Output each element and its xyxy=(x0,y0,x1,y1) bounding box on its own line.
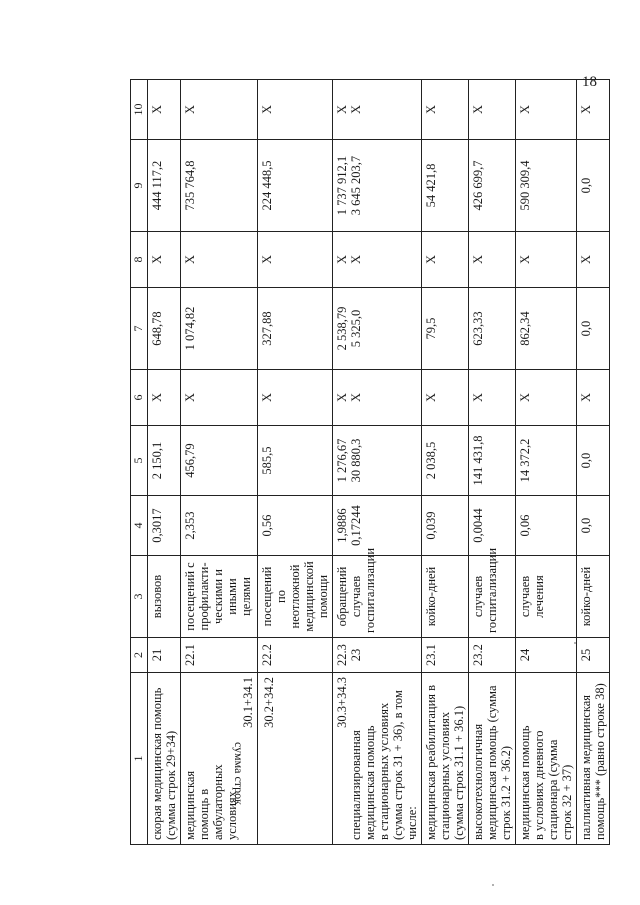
cell-line: 1 737 912,1 xyxy=(335,155,349,216)
cell-c3 xyxy=(422,556,469,638)
cell-c10 xyxy=(333,80,422,140)
cell-line: 585,5 xyxy=(260,446,274,475)
cell-line: 0,0044 xyxy=(471,508,485,543)
cell-line: 0,56 xyxy=(260,514,274,537)
cell-line: 0,06 xyxy=(518,514,532,537)
cell-line: стационара (сумма xyxy=(546,739,560,840)
cell-line: в стационарных условиях xyxy=(377,702,391,840)
cell-c4 xyxy=(422,496,469,556)
cell-c1 xyxy=(422,673,469,845)
cell-line: X xyxy=(518,254,532,265)
cell-c6 xyxy=(148,370,181,426)
cell-c6 xyxy=(422,370,469,426)
cell-line: 141 431,8 xyxy=(471,435,485,486)
cell-line: стационарных условиях xyxy=(438,711,452,840)
cell-c1 xyxy=(148,673,181,845)
cell-c5 xyxy=(148,426,181,496)
cell-c6 xyxy=(516,370,577,426)
cell-line: вызовов xyxy=(150,574,164,619)
cell-c8 xyxy=(181,232,258,288)
column-header: 5 xyxy=(131,426,148,496)
cell-line: 224 448,5 xyxy=(260,160,274,211)
cell-line: X xyxy=(518,392,532,403)
cell-line: случаев xyxy=(471,575,485,618)
cell-line: 0,0 xyxy=(579,517,593,534)
column-header: 6 xyxy=(131,370,148,426)
cell-line: X xyxy=(335,104,349,115)
page-number: 18 xyxy=(582,74,597,90)
cell-line: X xyxy=(183,104,197,115)
cell-line: случаев xyxy=(518,575,532,618)
cell-c4 xyxy=(516,496,577,556)
cell-line: X xyxy=(424,104,438,115)
cell-c2 xyxy=(422,638,469,673)
cell-line: условиях xyxy=(225,791,239,840)
cell-line: строк 32 + 37) xyxy=(560,764,574,840)
cell-c2 xyxy=(148,638,181,673)
cell-line: случаев xyxy=(349,575,363,618)
cell-c9 xyxy=(577,140,610,232)
cell-c7 xyxy=(577,288,610,370)
cell-line: X xyxy=(424,254,438,265)
cell-c4 xyxy=(577,496,610,556)
cell-c2 xyxy=(469,638,516,673)
cell-c10 xyxy=(422,80,469,140)
cell-line: X xyxy=(183,254,197,265)
cell-line: 22.3 xyxy=(335,644,349,666)
cell-line: медицинская помощь (сумма xyxy=(485,685,499,840)
cell-line: медицинская xyxy=(183,770,197,840)
cell-line: X xyxy=(424,392,438,403)
cell-c5 xyxy=(422,426,469,496)
column-header: 3 xyxy=(131,556,148,638)
cell-c8 xyxy=(258,232,333,288)
cell-line: X xyxy=(471,104,485,115)
cell-line: 14 372,2 xyxy=(518,438,532,483)
cell-line: 24 xyxy=(518,648,532,662)
cell-line: посещений по xyxy=(260,566,288,627)
cell-line: обращений xyxy=(335,566,349,627)
cell-c8 xyxy=(333,232,422,288)
cell-line: X xyxy=(471,254,485,265)
cell-line: помощь*** (равно строке 38) xyxy=(593,683,607,840)
cell-line: X xyxy=(349,254,363,265)
cell-line: (сумма строк 31 + 36), в том xyxy=(391,690,405,840)
cell-c5 xyxy=(516,426,577,496)
cell-c9 xyxy=(148,140,181,232)
cell-line: 79,5 xyxy=(424,317,438,340)
cell-c8 xyxy=(422,232,469,288)
cell-line: 0,039 xyxy=(424,511,438,540)
cell-c10 xyxy=(577,80,610,140)
scan-speck xyxy=(574,642,576,644)
table-row xyxy=(148,80,181,845)
column-header: 4 xyxy=(131,496,148,556)
cell-line: 23.2 xyxy=(471,644,485,666)
table-row xyxy=(516,80,577,845)
cell-line: койко-дней xyxy=(579,566,593,627)
cell-c6 xyxy=(577,370,610,426)
cell-c5 xyxy=(577,426,610,496)
cell-line: 0,0 xyxy=(579,320,593,337)
cell-line: профилакти- xyxy=(197,562,211,631)
cell-line: 0,0 xyxy=(579,452,593,469)
cell-c2 xyxy=(577,638,610,673)
cell-line: X xyxy=(260,392,274,403)
cell-c9 xyxy=(422,140,469,232)
cell-line: X xyxy=(349,104,363,115)
cell-c10 xyxy=(258,80,333,140)
cell-line: X xyxy=(335,254,349,265)
cell-line: 5 325,0 xyxy=(349,309,363,348)
cell-c10 xyxy=(469,80,516,140)
cell-line: в условиях дневного xyxy=(532,730,546,840)
cell-line: койко-дней xyxy=(424,566,438,627)
cell-line: медицинская реабилитация в xyxy=(424,684,438,840)
cell-c1 xyxy=(333,673,422,845)
cell-c4 xyxy=(148,496,181,556)
cell-line: X xyxy=(518,104,532,115)
cell-line: X xyxy=(335,392,349,403)
scan-speck xyxy=(492,884,494,886)
cell-line: госпитализации xyxy=(485,547,499,633)
cell-line: 623,33 xyxy=(471,311,485,346)
cell-c4 xyxy=(181,496,258,556)
cell-c5 xyxy=(333,426,422,496)
cell-c4 xyxy=(333,496,422,556)
cell-line: 54 421,8 xyxy=(424,163,438,208)
cell-line: 3 645 203,7 xyxy=(349,155,363,216)
cell-c7 xyxy=(148,288,181,370)
table-row xyxy=(181,80,258,845)
cell-line: 25 xyxy=(579,648,593,662)
cell-line: лечения xyxy=(532,575,546,618)
cell-c10 xyxy=(181,80,258,140)
cell-line: 1 074,82 xyxy=(183,306,197,351)
side-note-sum-rows: сумма строк xyxy=(232,742,246,805)
tariff-table xyxy=(130,79,610,845)
cell-c9 xyxy=(516,140,577,232)
cell-c5 xyxy=(469,426,516,496)
cell-line: 23.1 xyxy=(424,644,438,666)
table-row xyxy=(333,80,422,845)
cell-line: X xyxy=(579,104,593,115)
cell-line: высокотехнологичная xyxy=(471,723,485,840)
cell-line: 22.2 xyxy=(260,644,274,666)
cell-line: 862,34 xyxy=(518,311,532,346)
cell-line: X xyxy=(183,392,197,403)
cell-c7 xyxy=(516,288,577,370)
cell-c6 xyxy=(181,370,258,426)
cell-line: медицинская помощь xyxy=(518,725,532,840)
cell-c3 xyxy=(516,556,577,638)
cell-c7 xyxy=(422,288,469,370)
cell-c3 xyxy=(469,547,516,638)
cell-line: амбулаторных xyxy=(211,764,225,840)
column-header: 2 xyxy=(131,638,148,673)
cell-line: 2 150,1 xyxy=(150,441,164,480)
cell-c9 xyxy=(469,140,516,232)
cell-line: X xyxy=(349,392,363,403)
cell-c6 xyxy=(258,370,333,426)
cell-line: паллиативная медицинская xyxy=(579,694,593,840)
cell-c9 xyxy=(181,140,258,232)
column-number-row xyxy=(131,80,148,845)
cell-line: X xyxy=(150,254,164,265)
cell-line: 2,353 xyxy=(183,511,197,540)
cell-c5 xyxy=(181,426,258,496)
cell-line: иными целями xyxy=(225,577,253,616)
cell-line: X xyxy=(579,254,593,265)
cell-line: 0,0 xyxy=(579,177,593,194)
cell-c2 xyxy=(333,638,422,673)
column-header: 9 xyxy=(131,140,148,232)
column-header: 7 xyxy=(131,288,148,370)
cell-c4 xyxy=(258,496,333,556)
cell-c7 xyxy=(333,288,422,370)
column-header: 8 xyxy=(131,232,148,288)
cell-c3 xyxy=(181,556,258,638)
cell-c8 xyxy=(148,232,181,288)
cell-line: медицинская помощь xyxy=(363,725,377,840)
column-header: 10 xyxy=(131,80,148,140)
table-row xyxy=(469,80,516,845)
cell-c3 xyxy=(577,556,610,638)
cell-c5 xyxy=(258,426,333,496)
cell-line: посещений с xyxy=(183,562,197,631)
cell-line: X xyxy=(579,392,593,403)
cell-line: специализированная xyxy=(349,730,363,840)
cell-c7 xyxy=(258,288,333,370)
cell-c1 xyxy=(469,673,516,845)
cell-c9 xyxy=(333,140,422,232)
cell-c8 xyxy=(577,232,610,288)
cell-line: ческими и xyxy=(211,569,225,624)
cell-line: помощи xyxy=(316,574,330,619)
cell-c2 xyxy=(516,638,577,673)
cell-c4 xyxy=(469,496,516,556)
cell-line: 648,78 xyxy=(150,311,164,346)
cell-line: X xyxy=(150,392,164,403)
cell-line: медицинской xyxy=(302,561,316,632)
cell-line: 23 xyxy=(349,648,363,662)
cell-c10 xyxy=(516,80,577,140)
cell-c2 xyxy=(181,638,258,673)
cell-line: (сумма строк 31.1 + 36.1) xyxy=(452,705,466,840)
cell-line: 30 880,3 xyxy=(349,438,363,483)
cell-line: госпитализации xyxy=(363,547,377,633)
cell-c9 xyxy=(258,140,333,232)
cell-c7 xyxy=(181,288,258,370)
cell-line: (сумма строк 29+34) xyxy=(164,730,178,840)
cell-c1 xyxy=(516,673,577,845)
cell-line: X xyxy=(471,392,485,403)
cell-line: неотложной xyxy=(288,564,302,629)
cell-line: X xyxy=(150,104,164,115)
cell-line: 2 038,5 xyxy=(424,441,438,480)
column-header: 1 xyxy=(131,673,148,845)
cell-c6 xyxy=(333,370,422,426)
cell-line: 444 117,2 xyxy=(150,160,164,211)
sum-ref: 30.3+34.3 xyxy=(335,677,349,728)
cell-c1 xyxy=(258,673,333,845)
sum-ref: 30.1+34.1 xyxy=(241,677,255,728)
table-row xyxy=(258,80,333,845)
cell-c8 xyxy=(516,232,577,288)
table-body xyxy=(148,80,610,845)
cell-line: 426 699,7 xyxy=(471,160,485,211)
sum-ref: 30.2+34.2 xyxy=(262,677,276,728)
cell-c7 xyxy=(469,288,516,370)
cell-line: 22.1 xyxy=(183,644,197,666)
cell-c1 xyxy=(577,673,610,845)
cell-line: 2 538,79 xyxy=(335,306,349,351)
cell-line: X xyxy=(260,104,274,115)
cell-c10 xyxy=(148,80,181,140)
cell-line: X xyxy=(260,254,274,265)
cell-line: 735 764,8 xyxy=(183,160,197,211)
cell-line: числе: xyxy=(405,806,419,840)
cell-line: строк 31.2 + 36.2) xyxy=(499,745,513,840)
cell-line: 1 276,67 xyxy=(335,438,349,483)
cell-c3 xyxy=(333,547,422,638)
table-row xyxy=(422,80,469,845)
cell-c6 xyxy=(469,370,516,426)
table-row xyxy=(577,80,610,845)
cell-c2 xyxy=(258,638,333,673)
cell-line: скорая медицинская помощь xyxy=(150,687,164,840)
rotated-table-wrapper xyxy=(130,80,640,845)
cell-line: 1,9886 xyxy=(335,508,349,543)
cell-line: 327,88 xyxy=(260,311,274,346)
cell-c3 xyxy=(148,556,181,638)
cell-line: 0,17244 xyxy=(349,505,363,546)
cell-line: 590 309,4 xyxy=(518,160,532,211)
cell-c8 xyxy=(469,232,516,288)
cell-c3 xyxy=(258,556,333,638)
cell-line: 21 xyxy=(150,648,164,662)
cell-line: 456,79 xyxy=(183,443,197,478)
cell-line: помощь в xyxy=(197,788,211,840)
cell-line: 0,3017 xyxy=(150,508,164,543)
